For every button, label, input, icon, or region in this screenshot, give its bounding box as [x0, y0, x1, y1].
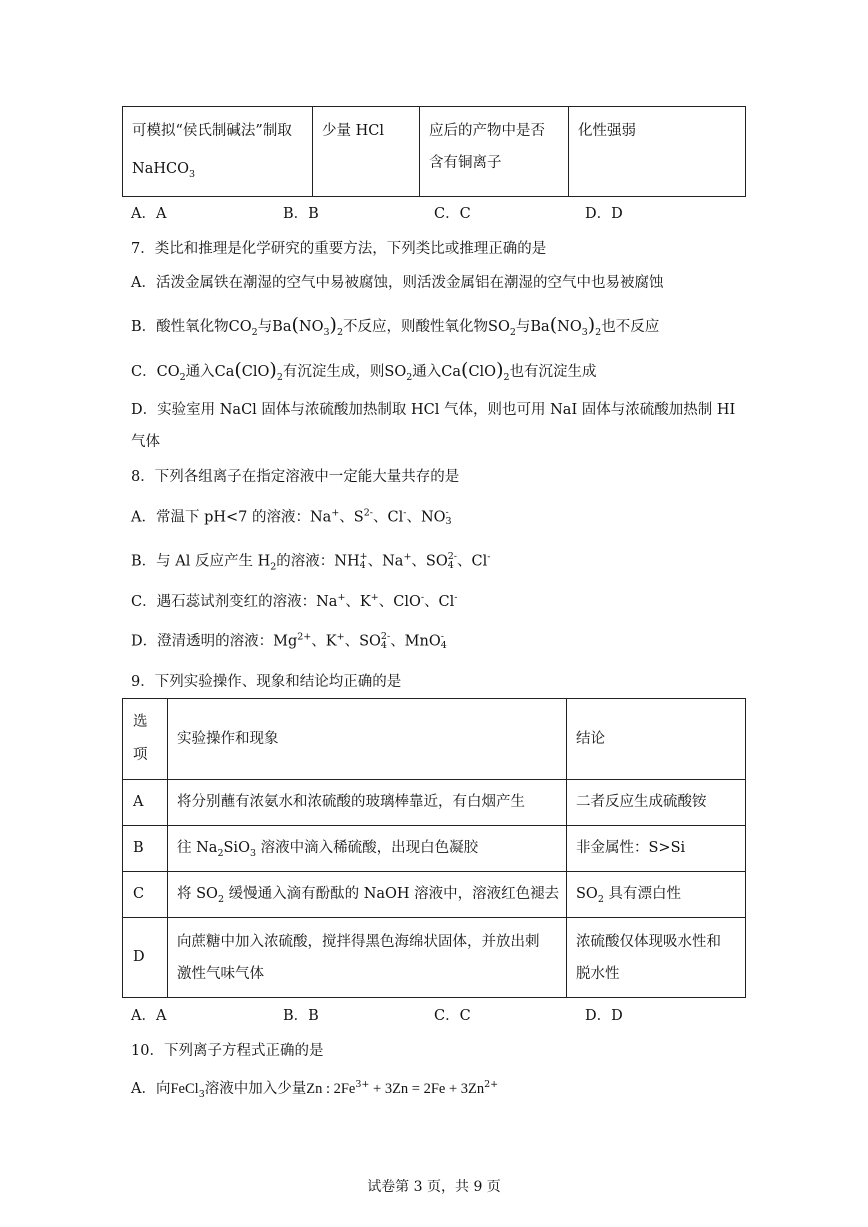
q9-row-c-conclusion: $SO_2$ 具有漂白性 [567, 872, 746, 918]
q9-option-c: C．C [434, 1008, 471, 1024]
q6-table-cell-1 [123, 107, 313, 197]
q7-option-c: C．$CO_2$通入$Ca(ClO)_2$有沉淀生成，则$SO_2$通入$Ca(ClO)_2$也有沉淀生成 [131, 359, 597, 383]
q9-row-b-operation: 往 $Na_2SiO_3$ 溶液中滴入稀硫酸，出现白色凝胶 [168, 826, 567, 872]
q9-option-a: A．A [131, 1008, 167, 1024]
q7-option-b: B．酸性氧化物$CO_2$与$Ba(NO_3)_2$不反应，则酸性氧化物$SO_2$与$Ba(NO_3)_2$也不反应 [131, 314, 660, 338]
q6-option-c: C．C [434, 206, 471, 222]
q9-header-operation: 实验操作和现象 [168, 699, 567, 780]
q10-stem: 10．下列离子方程式正确的是 [131, 1043, 324, 1059]
q8-stem: 8．下列各组离子在指定溶液中一定能大量共存的是 [131, 469, 460, 485]
q9-row-d-option: D [123, 918, 168, 998]
q6-option-b: B．B [283, 206, 319, 222]
q7-option-d-line2: 气体 [131, 434, 160, 450]
q9-row-b-conclusion: 非金属性：S>Si [567, 826, 746, 872]
q9-header-conclusion: 结论 [567, 699, 746, 780]
q8-option-d: D．澄清透明的溶液：$Mg^{2+}$、K+、SO 2- 4 、MnO - 4 [131, 631, 447, 651]
q9-stem: 9．下列实验操作、现象和结论均正确的是 [131, 674, 402, 690]
q9-row-d-operation: 向蔗糖中加入浓硫酸，搅拌得黑色海绵状固体，并放出刺 激性气味气体 [168, 918, 567, 998]
q9-row-c-option: C [123, 872, 168, 918]
q7-option-d-line1: D．实验室用 NaCl 固体与浓硫酸加热制取 HCl 气体，则也可用 NaI 固体与浓硫酸加热制 HI [131, 402, 736, 418]
q10-option-a: A．向FeCl$_3$溶液中加入少量Zn : $2Fe^{3+} + 3Zn = 2Fe + 3Zn^{2+}$ [131, 1079, 499, 1100]
q8-option-a: A．常温下 pH<7 的溶液：Na+、$S^{2-}$、Cl-、NO - 3 [131, 507, 452, 527]
q8-option-b: B．与 Al 反应产生 $H_2$的溶液：NH + 4 、Na+、SO 2- 4 、Cl- [131, 551, 491, 573]
q6-cell3-line2: 含有铜离子 [429, 155, 502, 171]
q6-cell1-line1: 可模拟“侯氏制碱法”制取 [132, 123, 292, 139]
q7-stem: 7．类比和推理是化学研究的重要方法，下列类比或推理正确的是 [131, 241, 547, 257]
q6-table-cell-3 [420, 107, 569, 197]
q6-option-d: D．D [585, 206, 623, 222]
q6-option-a: A．A [131, 206, 167, 222]
q6-table-cell-2 [313, 107, 420, 197]
q6-cell3-line1: 应后的产物中是否 [429, 123, 545, 139]
q6-cell1-line2: NaHCO$_3$ [132, 161, 196, 180]
q9-row-a-option: A [123, 780, 168, 826]
q9-option-b: B．B [283, 1008, 319, 1024]
q9-option-d: D．D [585, 1008, 623, 1024]
q9-table [122, 698, 746, 998]
q7-option-a: A．活泼金属铁在潮湿的空气中易被腐蚀，则活泼金属铝在潮湿的空气中也易被腐蚀 [131, 275, 664, 291]
q9-row-b-option: B [123, 826, 168, 872]
page-footer: 试卷第 3 页，共 9 页 [367, 1179, 501, 1195]
q9-row-a-operation: 将分别蘸有浓氨水和浓硫酸的玻璃棒靠近，有白烟产生 [168, 780, 567, 826]
q8-option-c: C．遇石蕊试剂变红的溶液：Na+、K+、ClO-、Cl- [131, 592, 458, 610]
q6-cell2-text: 少量 HCl [322, 123, 384, 139]
q9-row-c-operation: 将 $SO_2$ 缓慢通入滴有酚酞的 NaOH 溶液中，溶液红色褪去 [168, 872, 567, 918]
q9-row-d-conclusion: 浓硫酸仅体现吸水性和 脱水性 [567, 918, 746, 998]
q9-row-a-conclusion: 二者反应生成硫酸铵 [567, 780, 746, 826]
q9-header-option: 选 项 [123, 699, 168, 780]
q6-table [122, 106, 746, 197]
q6-table-cell-4 [569, 107, 746, 197]
q6-cell4-text: 化性强弱 [578, 123, 636, 139]
